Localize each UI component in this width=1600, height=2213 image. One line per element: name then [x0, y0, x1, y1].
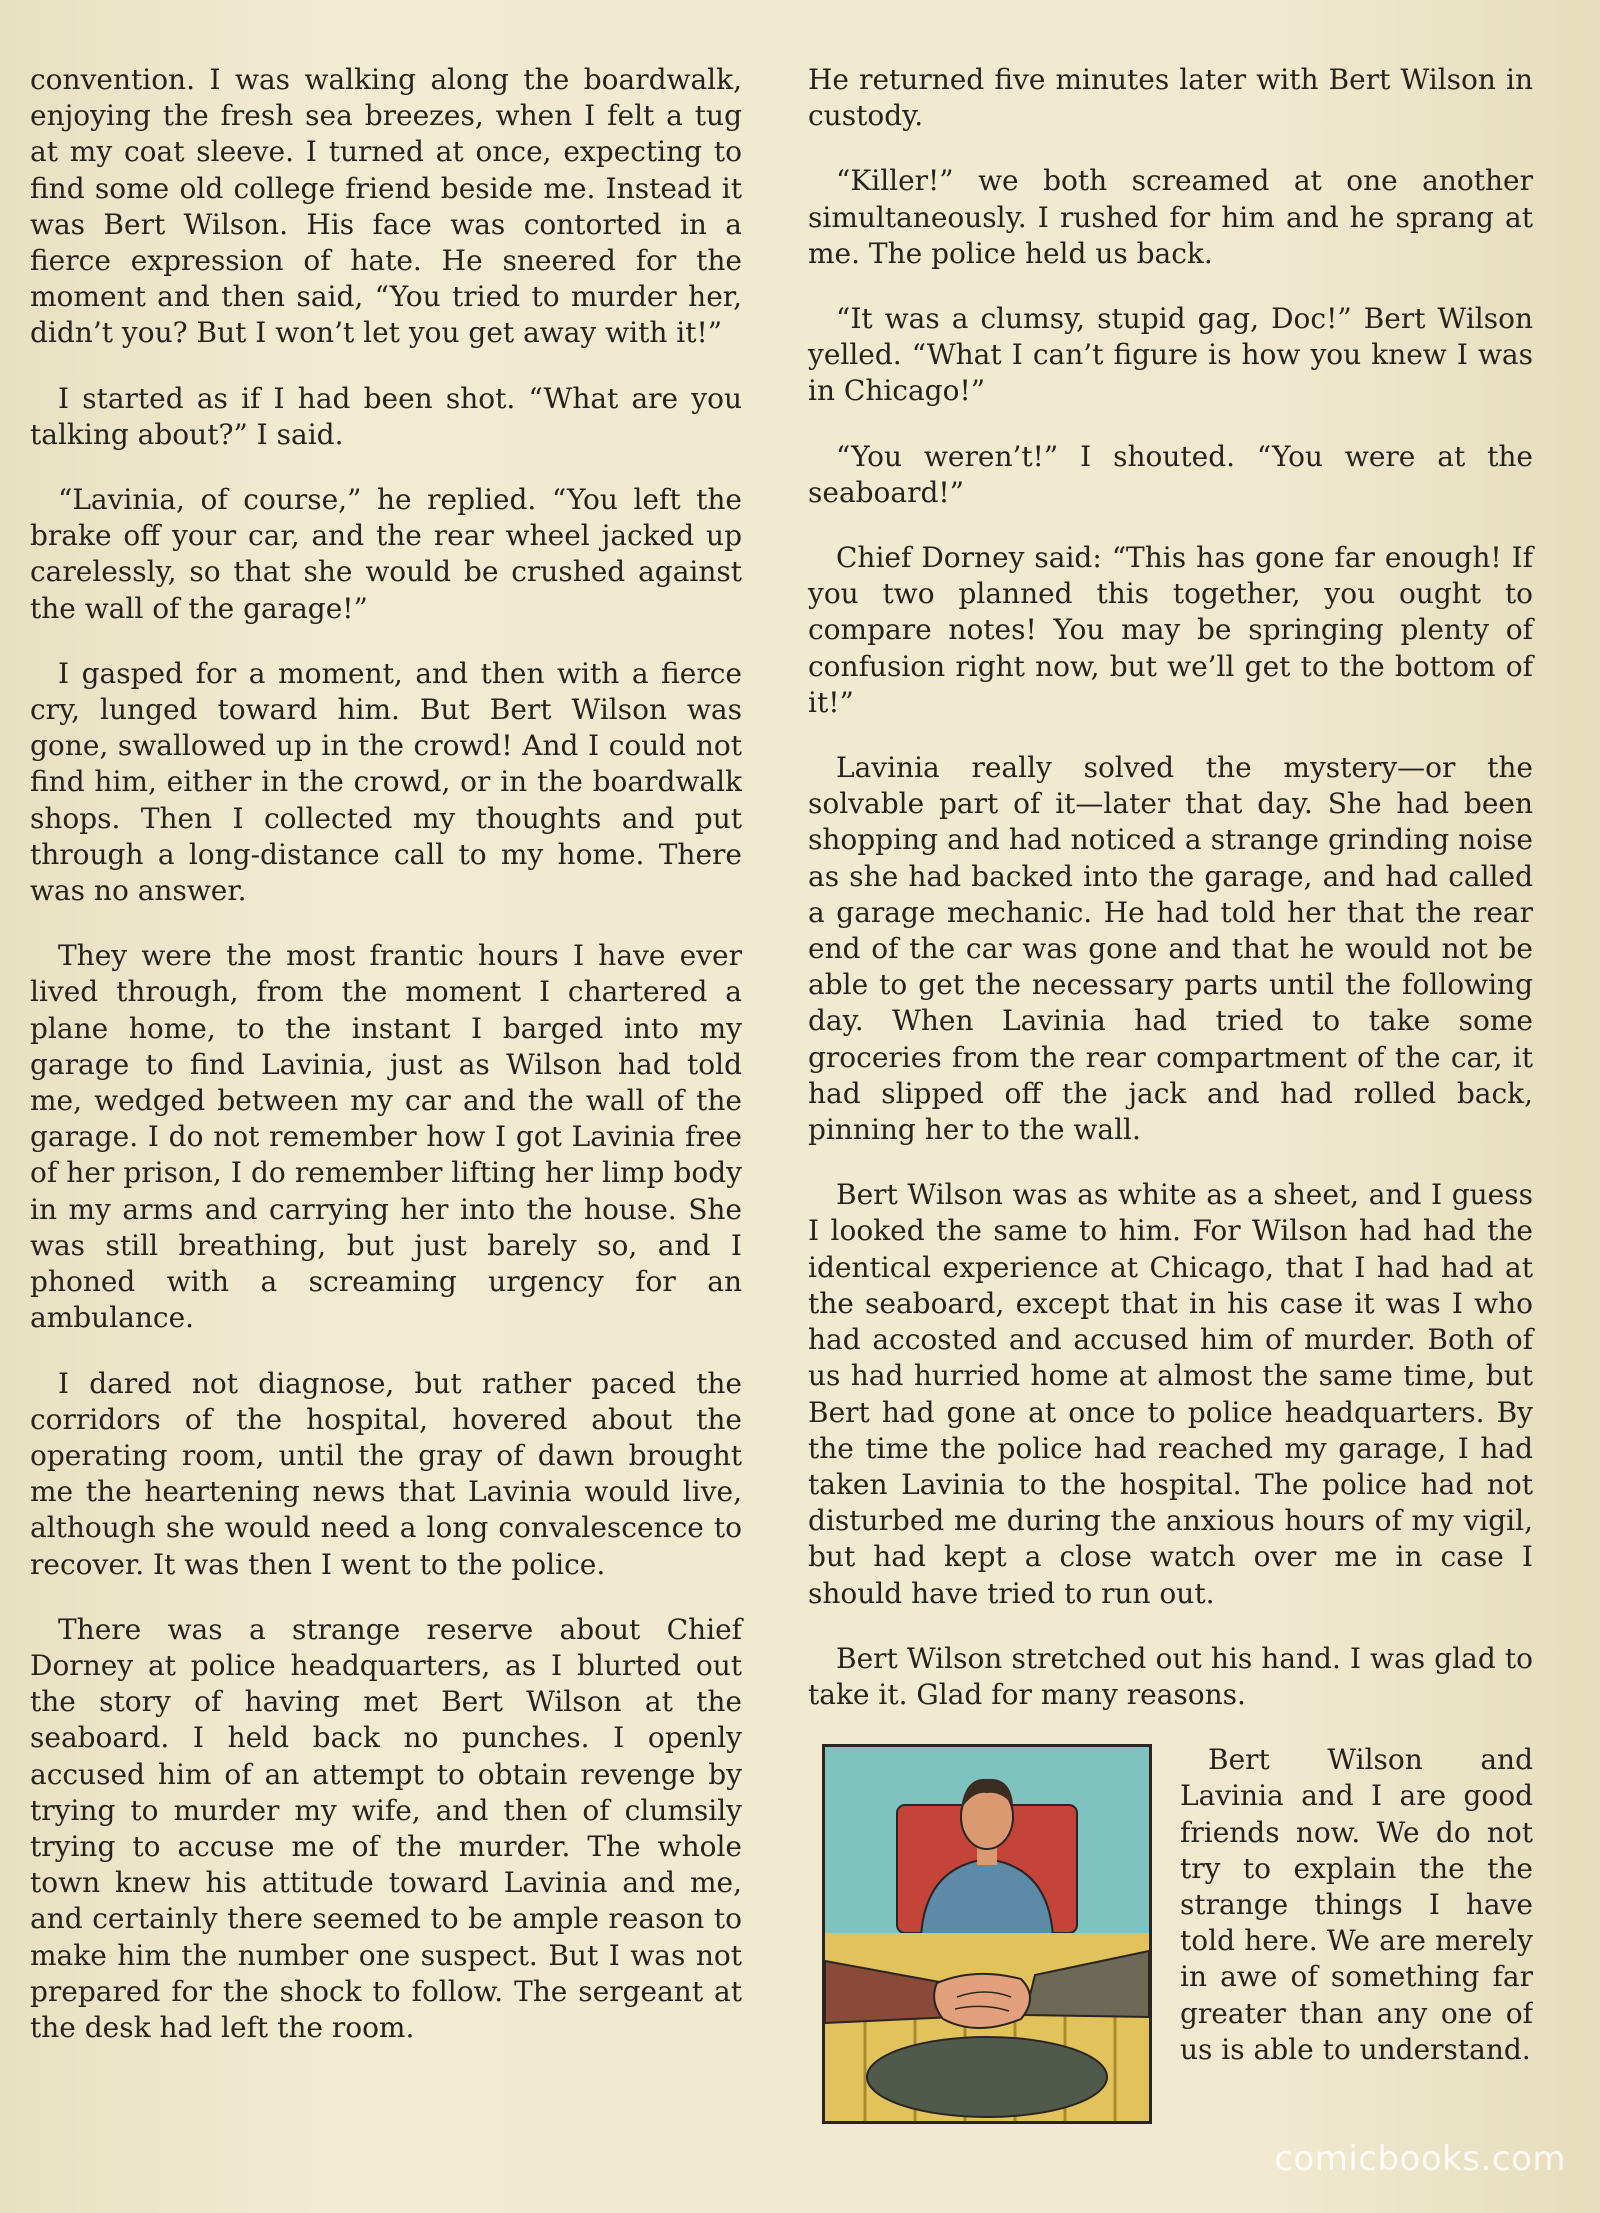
paragraph: “Killer!” we both screamed at one another simultaneously. I rushed for him and he sprang at me. The police held us back.	[808, 164, 1533, 270]
paragraph: I gasped for a moment, and then with a fierce cry, lunged toward him. But Bert Wilson was gone, swallowed up in the crowd! And I could not find him, either in the crowd, or in the boardwalk shops. Then I collected my thoughts and put through a long-distance call to my home. There was no answer.	[30, 656, 742, 908]
paragraph: Bert Wilson was as white as a sheet, and I guess I looked the same to him. For Wilson had had the identical experience at Chicago, that I had had at the seaboard, except that in his case it was I who had accosted and accused him of murder. Both of us had hurried home at almost the same time, but Bert had gone at once to police headquarters. By the time the police had reached my garage, I had taken Lavinia to the hospital. The police had not disturbed me during the anxious hours of my vigil, but had kept a close watch over me in case I should have tried to run out.	[808, 1178, 1533, 1610]
paragraph: “You weren’t!” I shouted. “You were at the seaboard!”	[808, 439, 1533, 509]
paragraph: They were the most frantic hours I have ever lived through, from the moment I chartered a plane home, to the instant I barged into my garage to find Lavinia, just as Wilson had told me, wedged between my car and the wall of the garage. I do not remember how I got Lavinia free of her prison, I do remember lifting her limp body in my arms and carrying her into the house. She was still breathing, but just barely so, and I phoned with a screaming urgency for an ambulance.	[30, 939, 742, 1335]
paragraph: Bert Wilson stretched out his hand. I was glad to take it. Glad for many reasons.	[808, 1641, 1533, 1711]
paragraph: “It was a clumsy, stupid gag, Doc!” Bert Wilson yelled. “What I can’t figure is how you knew I was in Chicago!”	[808, 302, 1533, 408]
paragraph: convention. I was walking along the boardwalk, enjoying the fresh sea breezes, when I felt a tug at my coat sleeve. I turned at once, expecting to find some old college friend beside me. Instead it was Bert Wilson. His face was contorted in a fierce expression of hate. He sneered for the moment and then said, “You tried to murder her, didn’t you? But I won’t let you get away with it!”	[30, 63, 742, 350]
paragraph: There was a strange reserve about Chief Dorney at police headquarters, as I blurted out the story of having met Bert Wilson at the seaboard. I held back no punches. I openly accused him of an attempt to obtain revenge by trying to murder my wife, and then of clumsily trying to accuse me of the murder. The whole town knew his attitude toward Lavinia and me, and certainly there seemed to be ample reason to make him the number one suspect. But I was not prepared for the shock to follow. The sergeant at the desk had left the room.	[30, 1612, 742, 2044]
paragraph: “Lavinia, of course,” he replied. “You left the brake off your car, and the rear wheel jacked up carelessly, so that she would be crushed against the wall of the garage!”	[30, 483, 742, 625]
left-column	[30, 62, 742, 2046]
clasped-hands	[934, 1974, 1030, 2028]
handshake-drawing	[825, 1747, 1149, 2121]
watermark: comicbooks.com	[1274, 2139, 1566, 2179]
paragraph: He returned five minutes later with Bert Wilson in custody.	[808, 63, 1533, 133]
paragraph: Bert Wilson and Lavinia and I are good friends now. We do not try to explain the the strange things I have told here. We are merely in awe of something far greater than any one of us is able to understand.	[1180, 1743, 1533, 2066]
paragraph: Lavinia really solved the mystery—or the solvable part of it—later that day. She had been shopping and had noticed a strange grinding noise as she had backed into the garage, and had called a garage mechanic. He had told her that the rear end of the car was gone and that he would not be able to get the necessary parts until the following day. When Lavinia had tried to take some groceries from the rear compartment of the car, it had slipped off the jack and had rolled back, pinning her to the wall.	[808, 751, 1533, 1147]
paragraph: I dared not diagnose, but rather paced the corridors of the hospital, hovered about the operating room, until the gray of dawn brought me the heartening news that Lavinia would live, although she would need a long convalescence to recover. It was then I went to the police.	[30, 1366, 742, 1581]
handshake-illustration	[822, 1744, 1152, 2124]
paragraph: Chief Dorney said: “This has gone far enough! If you two planned this together, you ought to compare notes! You may be springing plenty of confusion right now, but we’ll get to the bottom of it!”	[808, 541, 1533, 719]
blotter	[867, 2037, 1107, 2117]
right-column	[808, 62, 1533, 2124]
paragraph: I started as if I had been shot. “What are you talking about?” I said.	[30, 381, 742, 451]
illustration-block	[808, 1742, 1533, 2124]
